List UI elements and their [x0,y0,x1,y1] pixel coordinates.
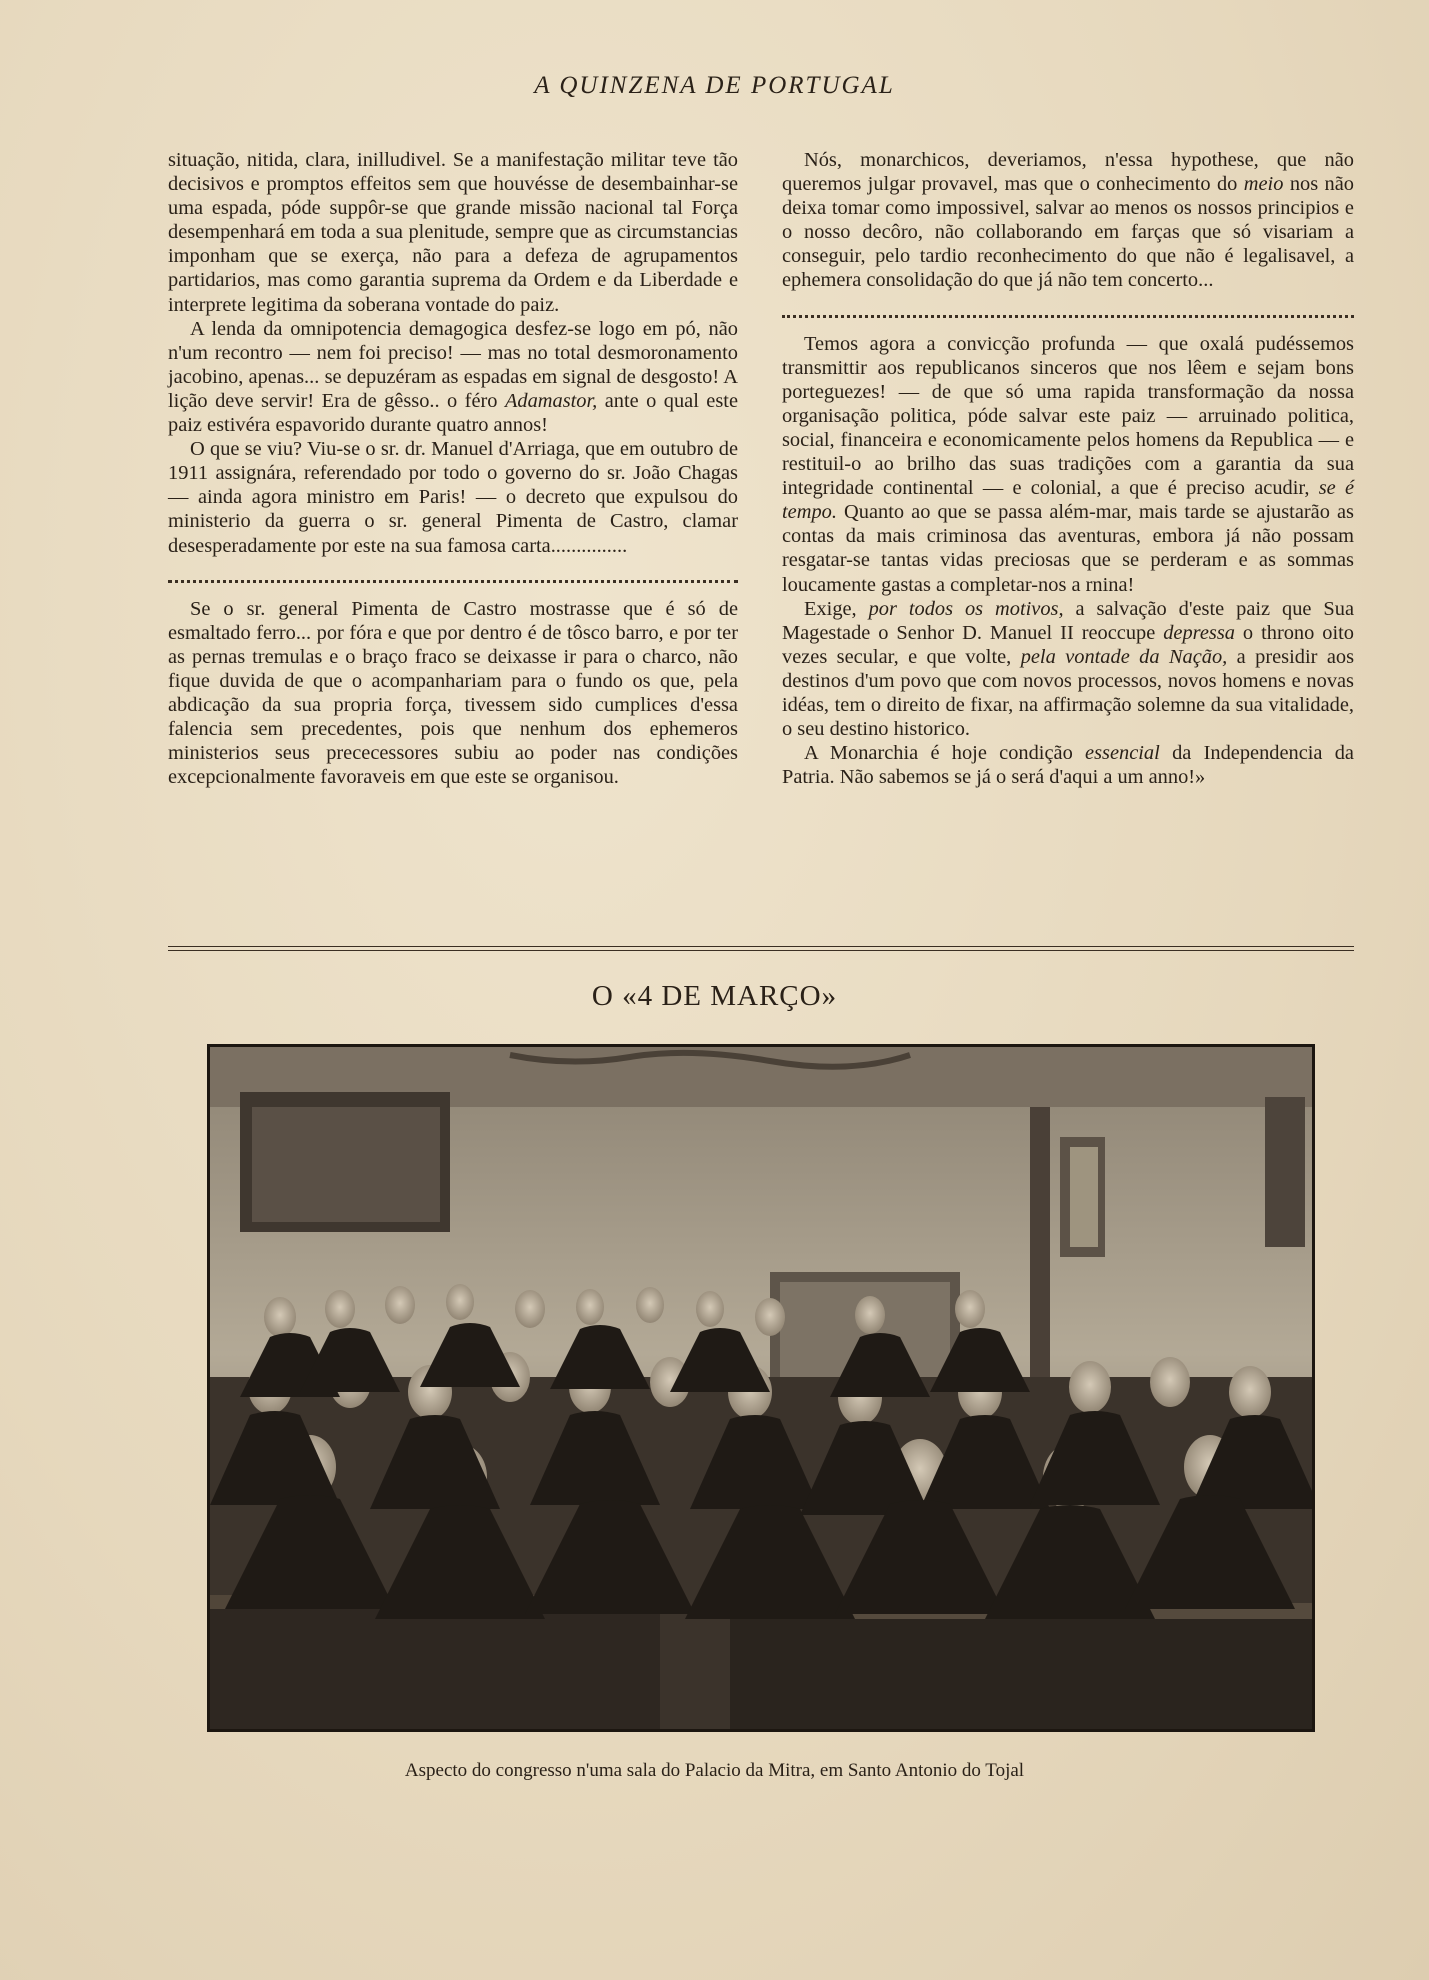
paragraph: O que se viu? Viu-se o sr. dr. Manuel d'Arriaga, que em outubro de 1911 assignára, referendado por todo o governo do sr. João Chagas — ainda agora ministro em Paris! — o decreto que expulsou do ministerio da guerra o sr. general Pimenta de Castro, clamar desesperadamente por este na sua famosa carta............... [168,438,738,557]
double-rule-divider [168,946,1354,951]
right-column [782,148,1354,789]
paragraph: Nós, monarchicos, deveriamos, n'essa hypothese, que não queremos julgar provavel, mas que o conhecimento do meio nos não deixa tomar como impossivel, salvar ao menos os nossos principios e o nosso decôro, não collaborando em farças que só visariam a conseguir, pelo tardio reconhecimento do que não é legalisavel, a ephemera consolidação do que já não tem concerto... [782,149,1355,292]
paragraph: A lenda da omnipotencia demagogica desfez-se logo em pó, não n'um recontro — nem foi preciso! — mas no total desmoronamento jacobino, apenas... se depuzéram as espadas em signal de desgosto! A lição deve servir! Era de gêsso.. o féro Adamastor, ante o qual este paiz estivéra espavorido durante quatro annos! [168,317,739,437]
running-title: A QUINZENA DE PORTUGAL [534,72,895,99]
dotted-separator [782,291,1354,318]
paragraph: Se o sr. general Pimenta de Castro mostrasse que é só de esmaltado ferro... por fóra e que por dentro é de tôsco barro, e por ter as pernas tremulas e o braço fraco se deixasse ir para o charco, não fique duvida de que o acompanhariam para o fundo os que, pela abdicação da sua propria força, tivessem sido cumplices d'essa falencia sem precedentes, pois que nenhum dos ephemeros ministerios seus prececessores subiu ao poder nas condições excepcionalmente favoraveis em que este se organisou. [168,597,738,789]
paragraph: Exige, por todos os motivos, a salvação d'este paiz que Sua Magestade o Senhor D. Manuel II reoccupe depressa o throno oito vezes secular, e que volte, pela vontade da Nação, a presidir aos destinos d'um povo que com novos processos, novos homens e novas idéas, tem o direito de fixar, na affirmação solemne da sua vitalidade, o seu destino historico. [782,597,1355,741]
congress-photo [207,1044,1315,1732]
paragraph: Temos agora a convicção profunda — que oxalá pudéssemos transmittir aos republicanos sinceros que nos lêem e sejam bons porteguezes! — de que só uma rapida transformação da nossa organisação politica, póde salvar este paiz — arruinado politica, social, financeira e economicamente pelos homens da Republica — e restituil-o ao brilho das suas tradições com a garantia da sua integridade continental — e colonial, a que é preciso acudir, se é tempo. Quanto ao que se passa além-mar, mais tarde se ajustarão as contas da mais criminosa das aventuras, embora já não possam resgatar-se tantas vidas preciosas que se perderam e as sommas loucamente gastas a completar-nos a rnina! [782,332,1354,596]
photo-caption: Aspecto do congresso n'uma sala do Palacio da Mitra, em Santo Antonio do Tojal [404,1760,1025,1781]
dotted-separator [168,556,738,583]
paragraph: situação, nitida, clara, inilludivel. Se a manifestação militar teve tão decisivos e promptos effeitos sem que houvésse de desembainhar-se uma espada, póde suppôr-se que grande missão nacional tal Força desempenhará em toda a sua plenitude, sempre que as circumstancias imponham que se exerça, não para a defeza de agrupamentos partidarios, mas como garantia suprema da Ordem e da Liberdade e interprete legitima da soberana vontade do paiz. [168,149,738,316]
paragraph: A Monarchia é hoje condição essencial da Independencia da Patria. Não sabemos se já o será d'aqui a um anno!» [782,742,1354,789]
section-title: O «4 DE MARÇO» [591,980,838,1012]
left-column [168,148,738,789]
